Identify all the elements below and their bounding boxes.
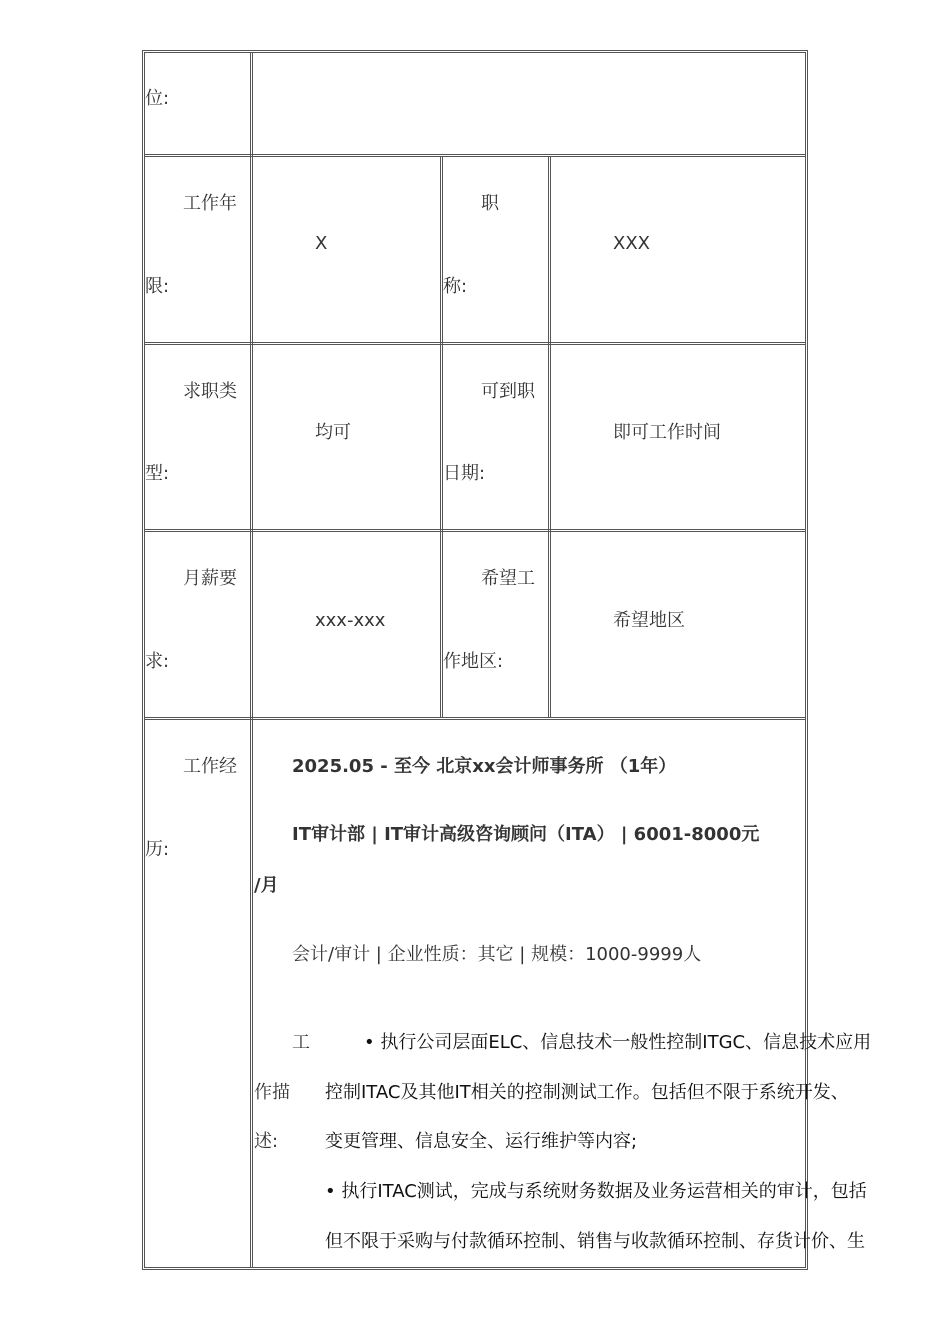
work-area-label-cont: 作地区:	[443, 651, 504, 672]
start-date-value: 即可工作时间	[613, 422, 721, 443]
experience-position-cont: /月	[254, 875, 279, 896]
work-years-label-cont: 限:	[145, 276, 170, 297]
experience-label: 工作经	[183, 756, 237, 777]
job-desc-label-cont: 作描	[254, 1082, 290, 1103]
work-years-value: X	[315, 233, 328, 254]
salary-label-cont: 求:	[145, 651, 170, 672]
job-desc-line: 变更管理、信息安全、运行维护等内容;	[325, 1131, 638, 1152]
job-desc-label-cont: 述:	[254, 1131, 279, 1152]
experience-period: 2025.05 - 至今 北京xx会计师事务所 （1年）	[292, 756, 677, 777]
company-info: 会计/审计 | 企业性质：其它 | 规模：1000-9999人	[292, 944, 702, 965]
work-years-label: 工作年	[183, 193, 237, 214]
work-area-value: 希望地区	[613, 610, 685, 631]
job-type-value: 均可	[315, 422, 351, 443]
start-date-label-cont: 日期:	[443, 463, 486, 484]
title-value: XXX	[613, 233, 650, 254]
job-desc-label: 工	[292, 1032, 310, 1053]
work-area-label: 希望工	[481, 568, 535, 589]
job-desc-line: 但不限于采购与付款循环控制、销售与收款循环控制、存货计价、生	[325, 1231, 865, 1252]
job-desc-line: 控制ITAC及其他IT相关的控制测试工作。包括但不限于系统开发、	[325, 1082, 849, 1103]
row-divider	[144, 529, 806, 532]
row-divider	[144, 154, 806, 157]
job-desc-line: • 执行公司层面ELC、信息技术一般性控制ITGC、信息技术应用	[364, 1032, 872, 1053]
row-divider	[144, 342, 806, 345]
job-type-label-cont: 型:	[145, 463, 170, 484]
column-divider	[250, 52, 253, 1268]
column-divider	[548, 156, 551, 718]
start-date-label: 可到职	[481, 381, 535, 402]
salary-label: 月薪要	[183, 568, 237, 589]
title-label-cont: 称:	[443, 276, 468, 297]
salary-value: xxx-xxx	[315, 610, 386, 631]
title-label: 职	[481, 193, 499, 214]
column-divider	[440, 156, 443, 718]
experience-label-cont: 历:	[145, 839, 170, 860]
experience-position: IT审计部 | IT审计高级咨询顾问（ITA） | 6001-8000元	[292, 824, 760, 845]
position-label: 位:	[145, 88, 170, 109]
job-type-label: 求职类	[183, 381, 237, 402]
row-divider	[144, 717, 806, 720]
job-desc-line: • 执行ITAC测试，完成与系统财务数据及业务运营相关的审计，包括	[325, 1181, 867, 1202]
